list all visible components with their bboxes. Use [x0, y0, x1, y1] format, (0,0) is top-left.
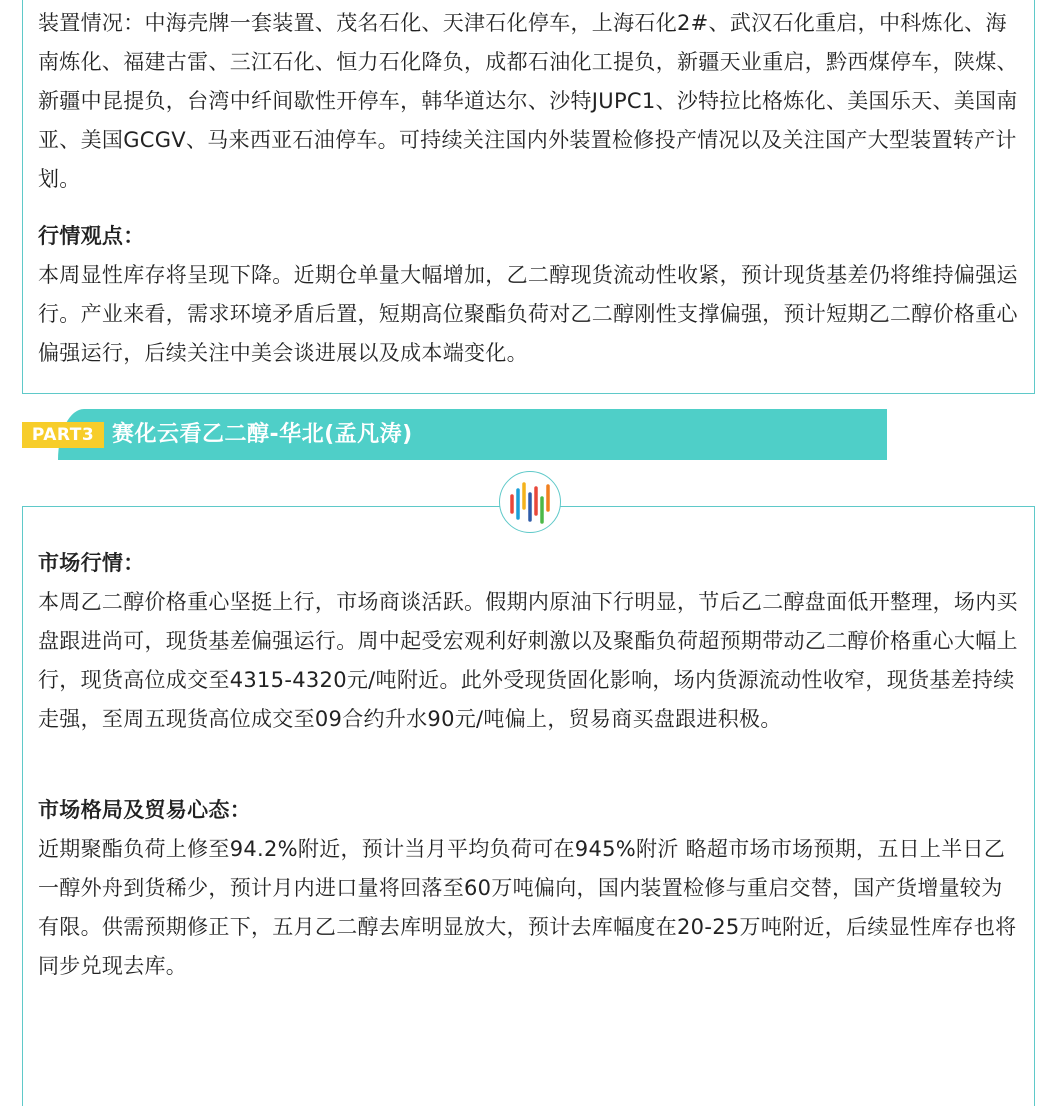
part-label-badge: PART3	[22, 422, 104, 448]
pattern-heading: 市场格局及贸易心态：	[38, 798, 251, 822]
bar-chart-emblem-icon	[499, 471, 561, 533]
section-title: 赛化云看乙二醇-华北(孟凡涛)	[112, 422, 413, 447]
market-paragraph: 本周乙二醇价格重心坚挺上行，市场商谈活跃。假期内原油下行明显，节后乙二醇盘面低开整理，场内买盘跟进尚可，现货基差偏强运行。周中起受宏观利好刺激以及聚酯负荷超预期带动乙二醇价格重心大幅上行，现货高位成交至4315-4320元/吨附近。此外受现货固化影响，场内货源流动性收窄，现货基差持续走强，至周五现货高位成交至09合约升水90元/吨偏上，贸易商买盘跟进积极。	[38, 590, 1018, 731]
device-status-paragraph: 装置情况：中海壳牌一套装置、茂名石化、天津石化停车，上海石化2#、武汉石化重启，中科炼化、海南炼化、福建古雷、三江石化、恒力石化降负，成都石油化工提负，新疆天业重启，黔西煤停车，陕煤、新疆中昆提负，台湾中纤间歇性开停车，韩华道达尔、沙特JUPC1、沙特拉比格炼化、美国乐天、美国南亚、美国GCGV、马来西亚石油停车。可持续关注国内外装置检修投产情况以及关注国产大型装置转产计划。	[38, 11, 1018, 191]
outlook-heading: 行情观点：	[38, 224, 145, 248]
outlook-paragraph: 本周显性库存将呈现下降。近期仓单量大幅增加，乙二醇现货流动性收紧，预计现货基差仍将维持偏强运行。产业来看，需求环境矛盾后置，短期高位聚酯负荷对乙二醇刚性支撑偏强，预计短期乙二醇价格重心偏强运行，后续关注中美会谈进展以及成本端变化。	[38, 263, 1018, 365]
pattern-paragraph: 近期聚酯负荷上修至94.2%附近，预计当月平均负荷可在945%附沂 略超市场市场预期，五日上半日乙一醇外舟到货稀少，预计月内进口量将回落至60万吨偏向，国内装置检修与重启交替，国产货增量较为有限。供需预期修正下，五月乙二醇去库明显放大，预计去库幅度在20-25万吨附近，后续显性库存也将同步兑现去库。	[38, 837, 1017, 978]
market-heading: 市场行情：	[38, 551, 145, 575]
section-box-market	[22, 506, 1035, 1106]
section-box-device-outlook	[22, 0, 1035, 394]
